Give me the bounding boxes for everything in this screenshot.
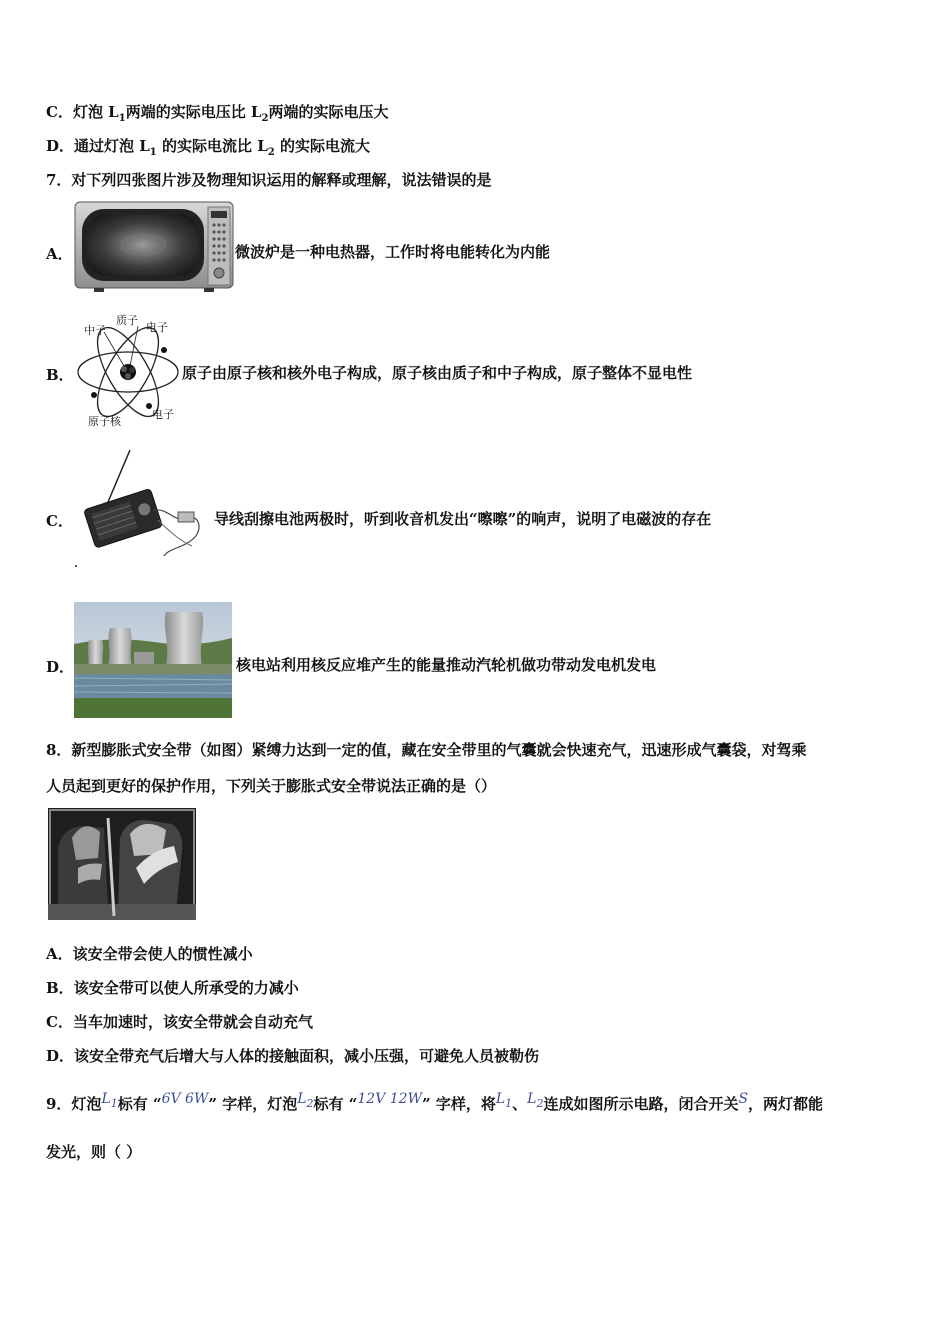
subscript: 1 [118, 113, 126, 124]
question-8-stem-line1: 8．新型膨胀式安全带（如图）紧缚力达到一定的值，藏在安全带里的气囊就会快速充气，迅速形成气囊袋，对驾乘 [46, 741, 807, 759]
label-electron-top: 电子 [146, 321, 168, 334]
label-neutron: 中子 [84, 324, 106, 337]
math-symbol: L [527, 1091, 537, 1107]
subscript: 1 [110, 1096, 118, 1110]
seatbelt-image [48, 808, 196, 920]
option-text: 两端的实际电压比 L [125, 103, 262, 121]
subscript: 1 [505, 1096, 513, 1110]
q7-option-a-text: 微波炉是一种电热器，工作时将电能转化为内能 [235, 243, 551, 261]
stem-text: 、 [512, 1095, 528, 1113]
math-L1 [101, 1091, 118, 1110]
atom-diagram [74, 310, 182, 432]
math-symbol: L [495, 1091, 506, 1107]
question-9-stem-line1 [46, 1091, 824, 1120]
q7-option-b-text: 原子由原子核和核外电子构成，原子核由质子和中子构成，原子整体不显电性 [182, 364, 693, 382]
microwave-image [74, 201, 234, 293]
option-label: D． [46, 1047, 75, 1065]
option-label: C． [46, 1013, 73, 1031]
subscript: 2 [306, 1096, 314, 1110]
math-symbol: L [101, 1091, 111, 1107]
q7-option-d-text: 核电站利用核反应堆产生的能量推动汽轮机做功带动发电机发电 [236, 656, 657, 674]
radio-image [74, 448, 214, 570]
label-nucleus: 原子核 [88, 415, 121, 428]
option-text: 当车加速时，该安全带就会自动充气 [72, 1013, 313, 1031]
q7-option-d-label: D． [46, 658, 75, 676]
q8-option-a [46, 944, 253, 964]
stem-text: 连成如图所示电路，闭合开关 [543, 1095, 739, 1113]
option-label: D． [46, 137, 75, 155]
math-S: S [738, 1091, 749, 1107]
q7-option-a-label: A． [46, 245, 73, 263]
option-text: 通过灯泡 L [74, 137, 150, 155]
stem-text: ，两灯都能 [748, 1095, 824, 1113]
subscript: 2 [267, 147, 275, 158]
option-text: 该安全带可以使人所承受的力减小 [73, 979, 299, 997]
question-8-stem-line2: 人员起到更好的保护作用，下列关于膨胀式安全带说法正确的是（） [46, 777, 497, 795]
nuclear-plant-image [74, 602, 232, 718]
q7-option-b-label: B． [46, 366, 74, 384]
option-d-prev [46, 136, 370, 163]
option-label: B． [46, 979, 74, 997]
option-text: 灯泡 L [72, 103, 119, 121]
option-label: A． [46, 945, 73, 963]
math-L1b [495, 1091, 513, 1110]
stem-text: 标有 “ [313, 1095, 358, 1113]
subscript: 2 [536, 1096, 544, 1110]
option-text: 该安全带会使人的惯性减小 [72, 945, 253, 963]
subscript: 2 [261, 113, 269, 124]
stem-text: ” 字样，将 [421, 1095, 496, 1113]
q7-option-c-text: 导线刮擦电池两极时，听到收音机发出“嚓嚓”的响声，说明了电磁波的存在 [214, 510, 712, 528]
stem-text: 标有 “ [117, 1095, 162, 1113]
math-L2b [527, 1091, 544, 1110]
option-text: 该安全带充气后增大与人体的接触面积，减小压强，可避免人员被勒伤 [74, 1047, 540, 1065]
q8-option-d [46, 1046, 539, 1066]
option-text: 的实际电流大 [274, 137, 370, 155]
option-c-prev [46, 102, 388, 129]
option-text: 两端的实际电压大 [268, 103, 389, 121]
math-symbol: L [297, 1091, 307, 1107]
stem-text: ” 字样，灯泡 [208, 1095, 298, 1113]
question-9-stem-line2: 发光，则（ ） [46, 1143, 142, 1161]
q8-option-b [46, 978, 299, 998]
math-spec-12v12w: 12V 12W [357, 1091, 422, 1107]
option-text: 的实际电流比 L [156, 137, 268, 155]
subscript: 1 [149, 147, 157, 158]
stem-text: 9．灯泡 [46, 1095, 102, 1113]
label-electron-bottom: 电子 [152, 408, 174, 421]
q8-option-c [46, 1012, 313, 1032]
math-spec-6v6w: 6V 6W [161, 1091, 209, 1107]
math-L2 [297, 1091, 314, 1110]
option-label: C． [46, 103, 73, 121]
label-proton: 质子 [116, 314, 138, 327]
question-7-stem: 7．对下列四张图片涉及物理知识运用的解释或理解，说法错误的是 [46, 171, 492, 189]
q7-option-c-label: C． [46, 512, 73, 530]
